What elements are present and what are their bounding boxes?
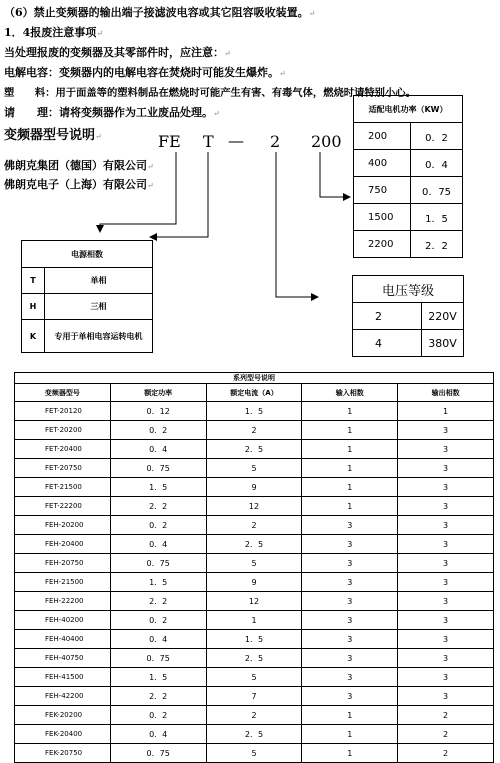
spec-input-phase: 1 [302, 725, 398, 744]
spec-power: 0．4 [110, 630, 206, 649]
spec-model: FET-22200 [15, 497, 111, 516]
model-code-t: T [203, 132, 214, 151]
spec-output-phase: 2 [398, 725, 494, 744]
voltage-value: 380V [422, 330, 464, 357]
spec-current: 5 [206, 744, 302, 763]
spec-power: 0．75 [110, 649, 206, 668]
disposal-capacitor: 电解电容：变频器内的电解电容在焚烧时可能发生爆炸。↵ [4, 66, 286, 79]
spec-model: FEH-22200 [15, 592, 111, 611]
spec-power: 0．75 [110, 554, 206, 573]
spec-power: 0．12 [110, 402, 206, 421]
voltage-table-header: 电压等级 [353, 276, 464, 303]
spec-table-row [15, 687, 494, 706]
spec-model: FET-20200 [15, 421, 111, 440]
spec-model: FEH-40400 [15, 630, 111, 649]
spec-table-row [15, 421, 494, 440]
spec-input-phase: 1 [302, 706, 398, 725]
spec-table-row [15, 516, 494, 535]
spec-power: 0．2 [110, 516, 206, 535]
model-section-title: 变频器型号说明↵ [4, 128, 102, 143]
spec-current: 1 [206, 611, 302, 630]
spec-model: FET-21500 [15, 478, 111, 497]
power-kw: 0．75 [411, 177, 463, 204]
spec-col-power: 额定功率 [110, 384, 206, 402]
phase-code: K [22, 320, 45, 353]
spec-power: 0．4 [110, 725, 206, 744]
spec-current: 2 [206, 516, 302, 535]
spec-current: 2．5 [206, 535, 302, 554]
spec-output-phase: 1 [398, 402, 494, 421]
spec-current: 2 [206, 706, 302, 725]
spec-model: FEH-20750 [15, 554, 111, 573]
spec-power: 0．2 [110, 706, 206, 725]
spec-power: 2．2 [110, 592, 206, 611]
phase-code: H [22, 294, 45, 320]
spec-input-phase: 3 [302, 687, 398, 706]
spec-current: 2．5 [206, 725, 302, 744]
line-2-voltage [276, 152, 318, 297]
spec-table-row [15, 478, 494, 497]
spec-model: FEK-20400 [15, 725, 111, 744]
spec-table-row [15, 611, 494, 630]
spec-input-phase: 3 [302, 630, 398, 649]
spec-table-row [15, 668, 494, 687]
spec-output-phase: 3 [398, 554, 494, 573]
power-kw: 2．2 [411, 231, 463, 258]
spec-model: FEK-20200 [15, 706, 111, 725]
spec-current: 9 [206, 573, 302, 592]
spec-input-phase: 1 [302, 497, 398, 516]
spec-power: 0．75 [110, 459, 206, 478]
spec-table-row [15, 630, 494, 649]
company-shanghai: 佛朗克电子（上海）有限公司↵ [4, 178, 154, 191]
model-code-dash: — [228, 131, 244, 150]
model-code-power: 200 [311, 132, 342, 151]
model-code-voltage: 2 [270, 132, 281, 151]
spec-current: 2 [206, 421, 302, 440]
spec-input-phase: 3 [302, 535, 398, 554]
spec-table-row [15, 554, 494, 573]
disposal-intro: 当处理报废的变频器及其零部件时，应注意：↵ [4, 46, 231, 59]
spec-output-phase: 3 [398, 630, 494, 649]
spec-input-phase: 3 [302, 516, 398, 535]
spec-col-input: 输入相数 [302, 384, 398, 402]
spec-table [14, 372, 494, 763]
spec-power: 1．5 [110, 668, 206, 687]
spec-table-row [15, 459, 494, 478]
spec-output-phase: 3 [398, 649, 494, 668]
spec-output-phase: 3 [398, 535, 494, 554]
power-code: 2200 [354, 231, 411, 258]
spec-model: FEH-41500 [15, 668, 111, 687]
spec-table-row [15, 440, 494, 459]
spec-current: 7 [206, 687, 302, 706]
line-200-power [320, 152, 350, 197]
spec-current: 5 [206, 554, 302, 573]
spec-output-phase: 3 [398, 516, 494, 535]
spec-output-phase: 3 [398, 687, 494, 706]
spec-output-phase: 3 [398, 440, 494, 459]
voltage-value: 220V [422, 303, 464, 330]
spec-table-row [15, 592, 494, 611]
spec-model: FET-20120 [15, 402, 111, 421]
spec-power: 0．2 [110, 421, 206, 440]
spec-current: 2．5 [206, 649, 302, 668]
spec-input-phase: 3 [302, 649, 398, 668]
power-kw: 0．2 [411, 123, 463, 150]
spec-output-phase: 3 [398, 478, 494, 497]
spec-current: 5 [206, 668, 302, 687]
spec-col-model: 变频器型号 [15, 384, 111, 402]
spec-power: 1．5 [110, 478, 206, 497]
spec-power: 2．2 [110, 687, 206, 706]
line-fe-company [100, 152, 176, 232]
spec-output-phase: 3 [398, 668, 494, 687]
spec-input-phase: 1 [302, 478, 398, 497]
power-kw: 0．4 [411, 150, 463, 177]
spec-table-row [15, 497, 494, 516]
spec-current: 12 [206, 592, 302, 611]
power-code: 750 [354, 177, 411, 204]
spec-input-phase: 3 [302, 573, 398, 592]
phase-desc: 专用于单相电容运转电机 [45, 320, 153, 353]
spec-table-title: 系列型号说明 [15, 373, 494, 384]
spec-current: 2．5 [206, 440, 302, 459]
company-germany: 佛朗克集团（德国）有限公司↵ [4, 159, 154, 172]
spec-table-row [15, 573, 494, 592]
voltage-code: 4 [353, 330, 422, 357]
spec-input-phase: 1 [302, 421, 398, 440]
spec-output-phase: 3 [398, 611, 494, 630]
spec-output-phase: 3 [398, 592, 494, 611]
spec-output-phase: 3 [398, 497, 494, 516]
power-code: 200 [354, 123, 411, 150]
model-code-fe: FE [158, 132, 181, 151]
spec-input-phase: 3 [302, 554, 398, 573]
spec-power: 0．4 [110, 535, 206, 554]
spec-table-row [15, 744, 494, 763]
spec-model: FEH-40200 [15, 611, 111, 630]
spec-power: 0．4 [110, 440, 206, 459]
spec-table-body [15, 402, 494, 763]
spec-current: 5 [206, 459, 302, 478]
spec-power: 2．2 [110, 497, 206, 516]
power-code: 400 [354, 150, 411, 177]
spec-col-current: 额定电流（A） [206, 384, 302, 402]
power-kw: 1．5 [411, 204, 463, 231]
spec-model: FEH-42200 [15, 687, 111, 706]
spec-output-phase: 3 [398, 573, 494, 592]
spec-model: FEH-40750 [15, 649, 111, 668]
phase-code: T [22, 268, 45, 294]
spec-table-row [15, 706, 494, 725]
power-code: 1500 [354, 204, 411, 231]
spec-table-row [15, 649, 494, 668]
spec-table-row [15, 535, 494, 554]
spec-table-row [15, 725, 494, 744]
spec-power: 0．2 [110, 611, 206, 630]
disposal-plastic: 塑 料：用于面盖等的塑料制品在燃烧时可能产生有害、有毒气体，燃烧时请特别小心。 [4, 87, 416, 99]
spec-power: 1．5 [110, 573, 206, 592]
spec-output-phase: 2 [398, 706, 494, 725]
spec-input-phase: 1 [302, 440, 398, 459]
spec-current: 1．5 [206, 630, 302, 649]
spec-current: 9 [206, 478, 302, 497]
phase-desc: 单相 [45, 268, 153, 294]
spec-model: FET-20750 [15, 459, 111, 478]
spec-model: FEH-20200 [15, 516, 111, 535]
spec-output-phase: 3 [398, 459, 494, 478]
phase-table-header: 电源相数 [22, 241, 153, 268]
spec-table-row [15, 402, 494, 421]
spec-input-phase: 1 [302, 402, 398, 421]
spec-input-phase: 3 [302, 611, 398, 630]
phase-desc: 三相 [45, 294, 153, 320]
spec-current: 1．5 [206, 402, 302, 421]
power-table-header: 适配电机功率（KW） [354, 96, 463, 123]
spec-input-phase: 3 [302, 668, 398, 687]
spec-model: FEH-21500 [15, 573, 111, 592]
spec-current: 12 [206, 497, 302, 516]
voltage-code: 2 [353, 303, 422, 330]
spec-input-phase: 1 [302, 459, 398, 478]
spec-input-phase: 3 [302, 592, 398, 611]
spec-input-phase: 1 [302, 744, 398, 763]
disposal-treat: 请 理：请将变频器作为工业废品处理。↵ [4, 106, 220, 119]
spec-output-phase: 2 [398, 744, 494, 763]
spec-col-output: 输出相数 [398, 384, 494, 402]
spec-output-phase: 3 [398, 421, 494, 440]
spec-model: FEK-20750 [15, 744, 111, 763]
rule-line-6: （6）禁止变频器的输出端子接滤波电容或其它阻容吸收装置。↵ [4, 6, 316, 19]
spec-model: FET-20400 [15, 440, 111, 459]
section-heading-disposal: 1．4报废注意事项↵ [4, 26, 104, 39]
spec-power: 0．75 [110, 744, 206, 763]
spec-model: FEH-20400 [15, 535, 111, 554]
